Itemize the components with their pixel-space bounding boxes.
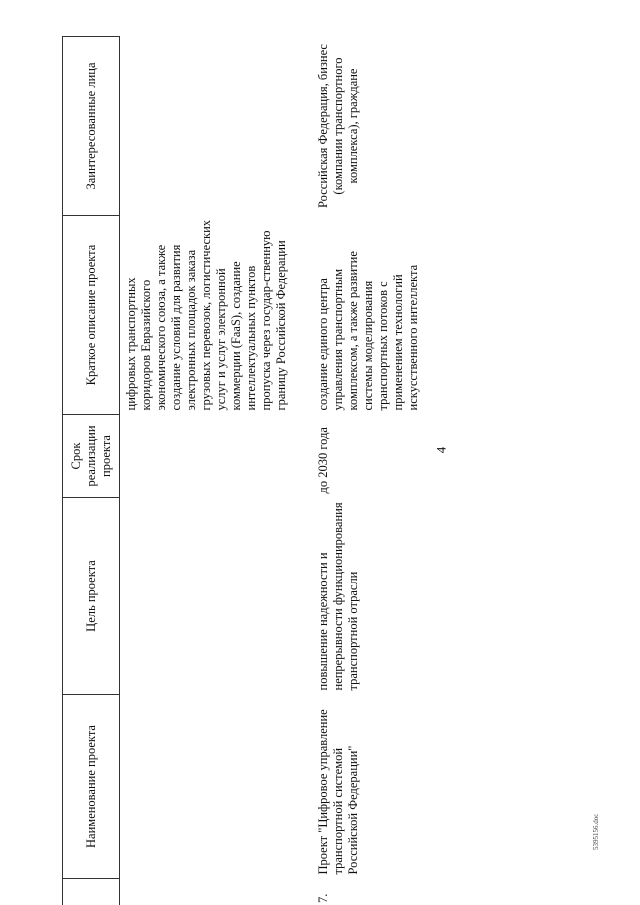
cell-empty [120, 695, 311, 879]
cell-empty [120, 415, 311, 498]
page-number: 4 [433, 446, 449, 454]
cell-description: создание единого центра управления транспортным комплексом, а также развитие системы моделирования транспортных потоков с применением технологий искусственного интеллекта [316, 251, 420, 411]
cell-empty [120, 879, 311, 905]
projects-table-rotated [62, 44, 542, 905]
row-number: 7. [316, 893, 330, 903]
cell-empty [120, 498, 311, 695]
table-row [120, 37, 311, 905]
table-row [310, 37, 421, 905]
header-term: Срок реализации проекта [63, 415, 120, 498]
cell-description-continued: цифровых транспортных коридоров Евразийского экономического союза, а также создание условий для развития электронных площадок заказа грузовых перевозок, логистических услуг и услуг электронной коммерции (FaaS), создание интеллектуальных пунктов пропуска через государ-ственную границу Российской Федерации [124, 219, 288, 411]
cell-stakeholders: Российская Федерация, бизнес (компании транспортного комплекса), граждане [316, 44, 360, 208]
header-description: Краткое описание проекта [63, 216, 120, 415]
table-header-row [63, 37, 120, 905]
cell-term: до 2030 года [316, 427, 330, 494]
cell-goal: повышение надежности и непрерывности функционирования транспортной отрасли [316, 502, 360, 691]
header-number [63, 879, 120, 905]
header-name: Наименование проекта [63, 695, 120, 879]
header-goal: Цель проекта [63, 498, 120, 695]
projects-table [62, 36, 421, 905]
footer-doc-id: 5395156.doc [592, 813, 600, 850]
cell-empty [120, 37, 311, 216]
header-stakeholders: Заинтересованные лица [63, 37, 120, 216]
cell-name: Проект "Цифровое управление транспортной системой Российской Федерации" [316, 709, 360, 875]
